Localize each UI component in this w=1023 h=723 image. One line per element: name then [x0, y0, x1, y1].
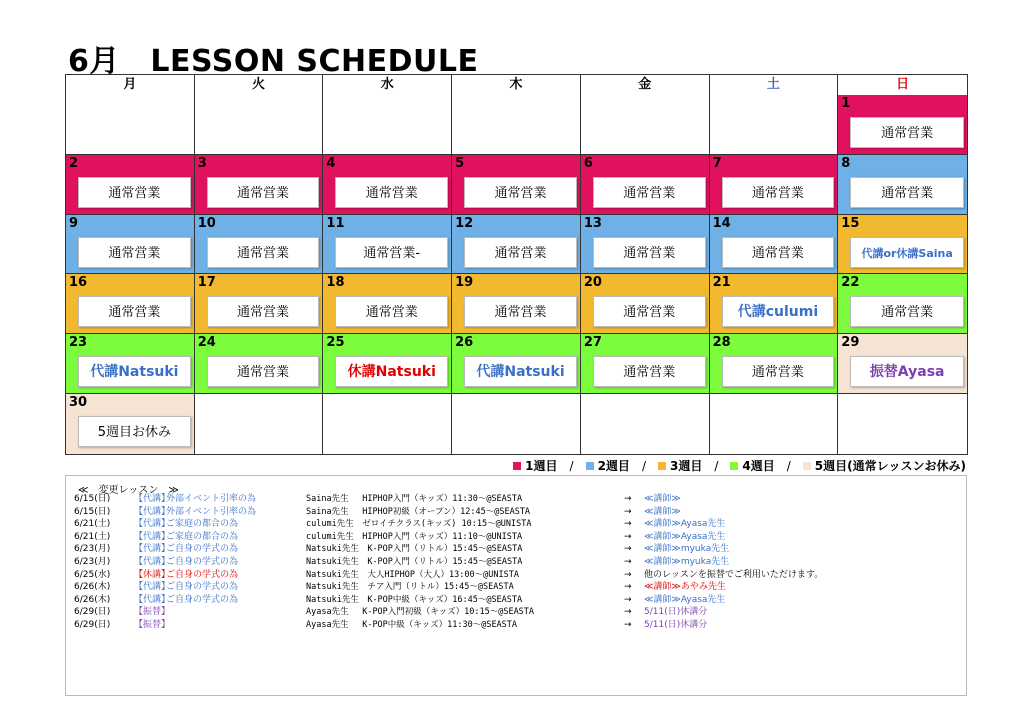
day-number: 27 [583, 335, 602, 351]
day-cell-empty [838, 394, 967, 454]
lesson-change-row [66, 581, 966, 593]
day-number: 13 [583, 215, 602, 231]
day-number: 22 [841, 275, 860, 291]
day-cell-empty [452, 394, 581, 454]
change-lesson: Natsuki先生 K-POP中級（キッズ）16:45～@SEASTA [306, 594, 523, 605]
change-date: 6/15(日) [74, 506, 111, 517]
day-status-label: 通常営業 [207, 296, 320, 327]
change-result: 他のレッスンを振替でご利用いただけます。 [644, 569, 824, 580]
day-cell-22 [838, 274, 967, 334]
day-cell-11 [323, 215, 452, 275]
change-arrow: → [624, 544, 632, 555]
change-reason: ご家庭の都合の為 [166, 531, 239, 542]
lesson-change-row [66, 543, 966, 555]
change-reason: ご自身の学式の為 [166, 544, 239, 555]
weekday-fri: 金 [581, 75, 710, 95]
lesson-change-row [66, 619, 966, 631]
day-number: 26 [455, 335, 474, 351]
change-reason: ご自身の学式の為 [166, 569, 239, 580]
lesson-change-row [66, 518, 966, 530]
day-cell-20 [581, 274, 710, 334]
weekday-tue: 火 [195, 75, 324, 95]
lesson-changes-heading: ≪ 変更レッスン ≫ [78, 485, 179, 496]
legend-swatch-week3 [658, 462, 666, 470]
calendar-grid [66, 95, 967, 454]
day-status-label: 通常営業 [464, 296, 577, 327]
day-status-label: 通常営業 [850, 177, 964, 208]
day-number: 7 [712, 155, 722, 171]
change-reason: 外部イベント引率の為 [166, 506, 257, 517]
day-status-label: 通常営業- [335, 237, 448, 268]
change-lesson: Natsuki先生 K-POP入門（リトル）15:45～@SEASTA [306, 544, 523, 555]
change-result: ≪講師≫myuka先生 [644, 544, 730, 555]
day-number: 15 [841, 215, 860, 231]
day-cell-empty [452, 95, 581, 155]
day-status-label: 通常営業 [850, 296, 964, 327]
change-lesson: Saina先生 HIPHOP初級（オープン）12:45～@SEASTA [306, 506, 531, 517]
day-status-label: 通常営業 [207, 356, 320, 387]
change-date: 6/21(土) [74, 531, 111, 542]
day-cell-7 [710, 155, 839, 215]
day-number: 23 [69, 335, 88, 351]
day-cell-13 [581, 215, 710, 275]
day-status-label: 通常営業 [207, 237, 320, 268]
day-number: 9 [69, 215, 79, 231]
day-cell-9 [66, 215, 195, 275]
legend-swatch-week4 [730, 462, 738, 470]
change-type: 【代講】 [134, 582, 171, 593]
change-reason: 外部イベント引率の為 [166, 494, 257, 504]
day-status-label: 通常営業 [593, 237, 706, 268]
weekday-wed: 水 [323, 75, 452, 95]
legend-swatch-week1 [513, 462, 521, 470]
lesson-change-row [66, 531, 966, 543]
change-lesson: Ayasa先生 K-POP入門初級（キッズ）10:15～@SEASTA [306, 607, 535, 618]
legend-label-week2: 2週目 [597, 459, 630, 473]
day-number: 28 [712, 335, 731, 351]
change-lesson: Natsuki先生 K-POP入門（リトル）15:45～@SEASTA [306, 557, 523, 567]
day-cell-15 [838, 215, 967, 275]
change-result: ≪講師≫あやみ先生 [644, 582, 726, 593]
day-status-label: 振替Ayasa [850, 356, 964, 387]
day-cell-3 [195, 155, 324, 215]
day-number: 10 [197, 215, 216, 231]
day-status-label: 通常営業 [78, 296, 191, 327]
day-cell-empty [66, 95, 195, 155]
day-cell-12 [452, 215, 581, 275]
change-date: 6/21(土) [74, 519, 111, 530]
change-type: 【代講】 [134, 519, 171, 530]
day-cell-4 [323, 155, 452, 215]
change-arrow: → [624, 620, 632, 630]
change-arrow: → [624, 569, 632, 580]
legend-separator: / [714, 458, 719, 473]
day-number: 30 [69, 395, 88, 411]
day-status-label: 通常営業 [335, 177, 448, 208]
change-arrow: → [624, 506, 632, 517]
legend-label-week4: 4週目 [742, 459, 775, 473]
day-cell-empty [323, 394, 452, 454]
day-status-label: 代講or休講Saina [850, 237, 964, 268]
day-status-label: 通常営業 [593, 296, 706, 327]
change-type: 【振替】 [134, 607, 171, 618]
change-type: 【振替】 [134, 620, 171, 630]
lesson-change-row [66, 506, 966, 518]
change-lesson: culumi先生 HIPHOP入門（キッズ）11:10～@UNISTA [306, 531, 523, 542]
day-number: 12 [455, 215, 474, 231]
weekday-thu: 木 [452, 75, 581, 95]
change-result: ≪講師≫ [644, 494, 681, 504]
day-status-label: 通常営業 [722, 237, 835, 268]
change-date: 6/29(日) [74, 620, 111, 630]
day-number: 21 [712, 275, 731, 291]
page-title: 6月 LESSON SCHEDULE [68, 44, 479, 79]
lesson-change-row [66, 556, 966, 568]
day-cell-27 [581, 334, 710, 394]
day-cell-8 [838, 155, 967, 215]
change-date: 6/25(水) [74, 569, 111, 580]
day-cell-empty [195, 394, 324, 454]
day-number: 11 [326, 215, 345, 231]
legend-separator: / [641, 458, 646, 473]
day-cell-empty [581, 95, 710, 155]
day-number: 6 [583, 155, 593, 171]
day-cell-14 [710, 215, 839, 275]
change-lesson: culumi先生 ゼロイチクラス(キッズ) 10:15～@UNISTA [306, 519, 532, 530]
day-status-label: 通常営業 [722, 356, 835, 387]
day-number: 8 [841, 155, 851, 171]
day-cell-24 [195, 334, 324, 394]
change-type: 【代講】 [134, 506, 171, 517]
change-result: 5/11(日)休講分 [644, 607, 708, 618]
day-status-label: 通常営業 [78, 237, 191, 268]
day-number: 4 [326, 155, 336, 171]
change-arrow: → [624, 607, 632, 618]
week-legend [513, 457, 966, 474]
day-cell-18 [323, 274, 452, 334]
day-number: 18 [326, 275, 345, 291]
day-number: 29 [841, 335, 860, 351]
legend-label-week3: 3週目 [669, 459, 703, 473]
day-status-label: 代講Natsuki [464, 356, 577, 387]
change-result: ≪講師≫Ayasa先生 [644, 594, 726, 605]
change-type: 【代講】 [134, 494, 171, 504]
weekday-header [66, 75, 967, 96]
legend-label-week5: 5週目(通常レッスンお休み) [814, 459, 966, 473]
legend-swatch-week5 [803, 462, 811, 470]
day-status-label: 通常営業 [78, 177, 191, 208]
day-cell-empty [323, 95, 452, 155]
day-status-label: 通常営業 [593, 177, 706, 208]
change-date: 6/26(木) [74, 594, 111, 605]
legend-separator: / [786, 458, 791, 473]
day-number: 24 [197, 335, 216, 351]
day-status-label: 通常営業 [335, 296, 448, 327]
day-cell-17 [195, 274, 324, 334]
change-date: 6/23(月) [74, 557, 111, 567]
day-cell-23 [66, 334, 195, 394]
change-type: 【代講】 [134, 531, 171, 542]
day-cell-25 [323, 334, 452, 394]
change-type: 【代講】 [134, 544, 171, 555]
day-status-label: 代講Natsuki [78, 356, 191, 387]
day-cell-30 [66, 394, 195, 454]
day-cell-28 [710, 334, 839, 394]
change-arrow: → [624, 494, 632, 504]
day-number: 25 [326, 335, 345, 351]
change-date: 6/23(月) [74, 544, 111, 555]
day-cell-6 [581, 155, 710, 215]
change-result: ≪講師≫ [644, 506, 681, 517]
day-cell-29 [838, 334, 967, 394]
lesson-change-row [66, 569, 966, 581]
day-cell-21 [710, 274, 839, 334]
day-cell-26 [452, 334, 581, 394]
day-status-label: 5週目お休み [78, 416, 191, 447]
day-status-label: 通常営業 [593, 356, 706, 387]
day-cell-16 [66, 274, 195, 334]
weekday-mon: 月 [66, 75, 195, 95]
change-lesson: Saina先生 HIPHOP入門（キッズ）11:30～@SEASTA [306, 494, 523, 504]
day-status-label: 休講Natsuki [335, 356, 448, 387]
day-number: 1 [841, 96, 851, 111]
legend-label-week1: 1週目 [525, 459, 558, 473]
change-date: 6/15(日) [74, 494, 111, 504]
day-number: 2 [69, 155, 79, 171]
day-cell-empty [710, 394, 839, 454]
day-status-label: 通常営業 [464, 177, 577, 208]
day-cell-empty [581, 394, 710, 454]
legend-separator: / [569, 458, 574, 473]
change-arrow: → [624, 594, 632, 605]
day-status-label: 通常営業 [850, 117, 964, 148]
day-cell-10 [195, 215, 324, 275]
day-number: 3 [197, 155, 207, 171]
day-number: 19 [455, 275, 474, 291]
day-number: 20 [583, 275, 602, 291]
lesson-calendar [65, 74, 968, 455]
change-result: ≪講師≫myuka先生 [644, 557, 730, 567]
change-type: 【休講】 [134, 569, 171, 580]
lesson-change-row [66, 606, 966, 618]
change-reason: ご家庭の都合の為 [166, 519, 239, 530]
change-date: 6/29(日) [74, 607, 111, 618]
day-cell-empty [195, 95, 324, 155]
change-arrow: → [624, 519, 632, 530]
day-cell-2 [66, 155, 195, 215]
change-arrow: → [624, 557, 632, 567]
lesson-change-row [66, 493, 966, 505]
change-arrow: → [624, 531, 632, 542]
day-status-label: 通常営業 [722, 177, 835, 208]
day-number: 14 [712, 215, 731, 231]
lesson-change-row [66, 594, 966, 606]
day-status-label: 通常営業 [464, 237, 577, 268]
day-number: 5 [455, 155, 465, 171]
change-result: 5/11(日)休講分 [644, 620, 708, 630]
change-result: ≪講師≫Ayasa先生 [644, 519, 726, 530]
change-arrow: → [624, 582, 632, 593]
legend-swatch-week2 [586, 462, 594, 470]
change-lesson: Ayasa先生 K-POP中級（キッズ）11:30～@SEASTA [306, 620, 518, 630]
weekday-sun: 日 [896, 77, 910, 92]
day-status-label: 代講culumi [722, 296, 835, 327]
day-number: 17 [197, 275, 216, 291]
day-cell-1 [838, 95, 967, 155]
day-cell-19 [452, 274, 581, 334]
lesson-changes-panel [65, 475, 967, 696]
change-reason: ご自身の学式の為 [166, 582, 239, 593]
day-cell-empty [710, 95, 839, 155]
day-number: 16 [69, 275, 88, 291]
change-reason: ご自身の学式の為 [166, 594, 239, 605]
change-type: 【代講】 [134, 594, 171, 605]
weekday-sat: 土 [710, 75, 839, 95]
change-reason: ご自身の学式の為 [166, 557, 239, 567]
change-result: ≪講師≫Ayasa先生 [644, 531, 726, 542]
change-lesson: Natsuki先生 チア入門（リトル）15:45～@SEASTA [306, 582, 514, 593]
day-cell-5 [452, 155, 581, 215]
day-status-label: 通常営業 [207, 177, 320, 208]
change-date: 6/26(木) [74, 582, 111, 593]
change-lesson: Natsuki先生 大人HIPHOP（大人）13:00～@UNISTA [306, 569, 519, 580]
change-type: 【代講】 [134, 557, 171, 567]
